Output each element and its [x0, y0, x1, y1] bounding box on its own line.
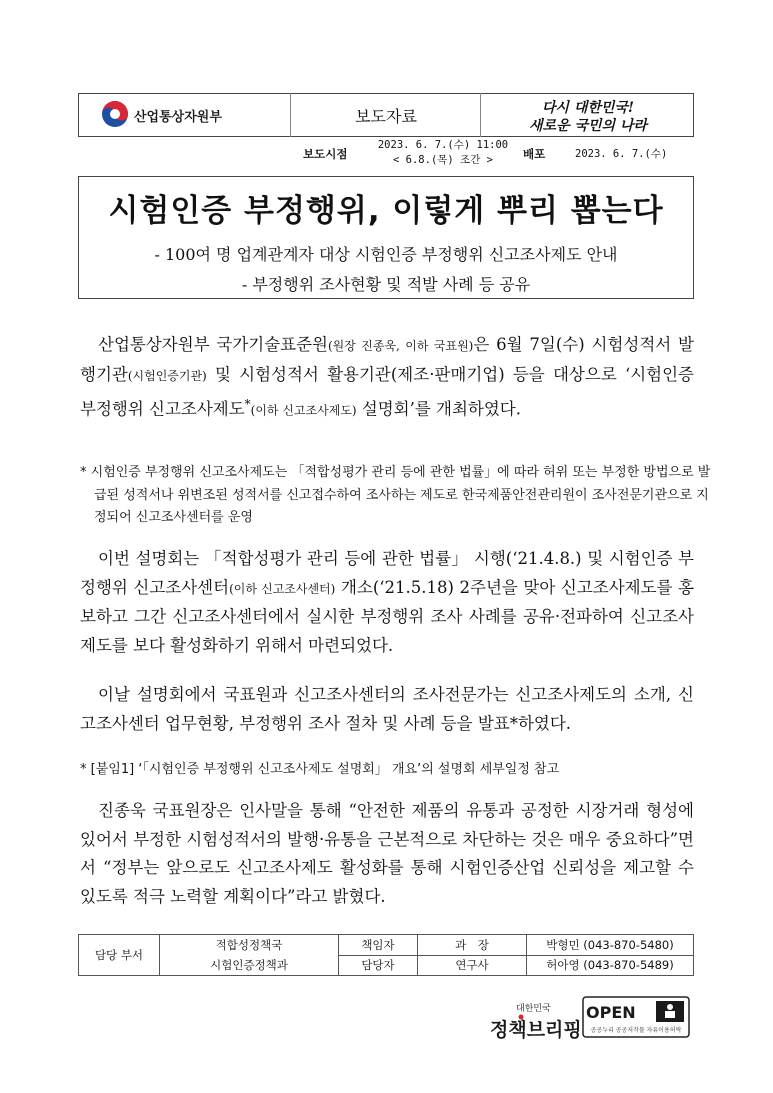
- open-logo-text: OPEN: [586, 1003, 636, 1022]
- release-label: 보도시점: [303, 147, 348, 161]
- body-paragraph-3: 이날 설명회에서 국표원과 신고조사센터의 조사전문가는 신고조사제도의 소개, 신고조사센터 업무현황, 부정행위 조사 절차 및 사례 등을 발표*하였다.: [80, 685, 694, 733]
- open-logo-subtext: 공공누리 공공저작물 자유이용허락: [590, 1027, 682, 1034]
- slogan-line2: 새로운 국민의 나라: [529, 118, 647, 134]
- p1-text: 은 6월 7일(수) 시험성적서 발행기관: [80, 335, 694, 384]
- p2-aside: (이하 신고조사센터): [229, 581, 336, 596]
- main-title: 시험인증 부정행위, 이렇게 뿌리 뽑는다: [108, 193, 664, 229]
- person-cell: 허아영 (043-870-5489): [527, 955, 694, 976]
- p1-aside: (이하 신고조사제도): [250, 403, 357, 418]
- dept-name: [160, 935, 339, 976]
- release-time: [368, 138, 518, 168]
- title-cell: 과 장: [418, 935, 527, 956]
- kogl-open-logo: [582, 996, 690, 1038]
- distribution-label: 배포: [523, 147, 546, 161]
- p1-text: 및 시험성적서 활용기관(제조·판매기업) 등을 대상으로 ‘시험인증 부정행위 신고조사제도: [80, 364, 694, 419]
- p1-text: 산업통상자원부 국가기술표준원: [98, 335, 328, 354]
- contact-table: [78, 934, 694, 976]
- dept-label: 담당 부서: [79, 935, 160, 976]
- taeguk-logo-icon: [100, 99, 130, 129]
- person-cell: 박형민 (043-870-5480): [527, 935, 694, 956]
- p2-text: 개소(‘21.5.18) 2주년을 맞아 신고조사제도를 홍보하고 그간 신고조사센터에서 실시한 부정행위 조사 사례를 공유·전파하여 신고조사제도를 보다 활성화하기 위해서 마련되었다.: [80, 577, 695, 655]
- distribution-date: 2023. 6. 7.(수): [575, 148, 668, 160]
- table-row: [79, 935, 694, 956]
- header-divider: [290, 93, 291, 137]
- policy-briefing-logo: [488, 1000, 588, 1044]
- body-paragraph-4: 진종욱 국표원장은 인사말을 통해 “안전한 제품의 유통과 공정한 시장거래 형성에 있어서 부정한 시험성적서의 발행·유통을 근본적으로 차단하는 것은 매우 중요하다”면서 “정부는 앞으로도 신고조사제도 활성화를 통해 시험인증산업 신뢰성을 제고할 수 있도록 적극 노력할 계획이다”라고 밝혔다.: [80, 801, 694, 906]
- dept-line-1: 적합성정책국: [215, 938, 283, 952]
- body-paragraph-2: [80, 545, 694, 660]
- p2-text: 이번 설명회는 「적합성평가 관리 등에 관한 법률」 시행(‘21.4.8.) 및 시험인증 부정행위 신고조사센터: [80, 549, 694, 597]
- subtitle-1: - 100여 명 업계관계자 대상 시험인증 부정행위 신고조사제도 안내: [154, 245, 618, 264]
- dept-line-2: 시험인증정책과: [210, 958, 288, 972]
- subtitle-2: - 부정행위 조사현황 및 적발 사례 등 공유: [241, 275, 531, 294]
- policy-logo-big: 정책브리핑: [490, 1019, 582, 1041]
- p1-text: 설명회’를 개최하였다.: [356, 399, 521, 419]
- p1-aside: (원장 진종욱, 이하 국표원): [328, 339, 474, 353]
- document-type: 보도자료: [355, 107, 417, 126]
- ministry-name: 산업통상자원부: [134, 110, 222, 125]
- p1-aside: (시험인증기관): [127, 368, 207, 383]
- header-divider: [480, 93, 481, 137]
- role-cell: 담당자: [339, 955, 418, 976]
- role-cell: 책임자: [339, 935, 418, 956]
- body-paragraph-1: [80, 331, 694, 425]
- footnote-2: * [붙임1] ‘「시험인증 부정행위 신고조사제도 설명회」 개요’의 설명회 세부일정 참고: [80, 762, 560, 777]
- release-time-line2: < 6.8.(목) 조간 >: [393, 154, 493, 166]
- p1-footnote-mark: *: [244, 397, 251, 411]
- title-cell: 연구사: [418, 955, 527, 976]
- slogan-line1: 다시 대한민국!: [541, 100, 635, 116]
- release-time-line1: 2023. 6. 7.(수) 11:00: [377, 139, 509, 151]
- policy-logo-small: 대한민국: [516, 1004, 551, 1014]
- slogan-logo: [490, 96, 686, 136]
- footnote-1: * 시험인증 부정행위 신고조사제도는 「적합성평가 관리 등에 관한 법률」에 따라 허위 또는 부정한 방법으로 발급된 성적서나 위변조된 성적서를 신고접수하여 조사하는 제도로 한국제품안전관리원이 조사전문기관으로 지정되어 신고조사센터를 운영: [80, 465, 711, 525]
